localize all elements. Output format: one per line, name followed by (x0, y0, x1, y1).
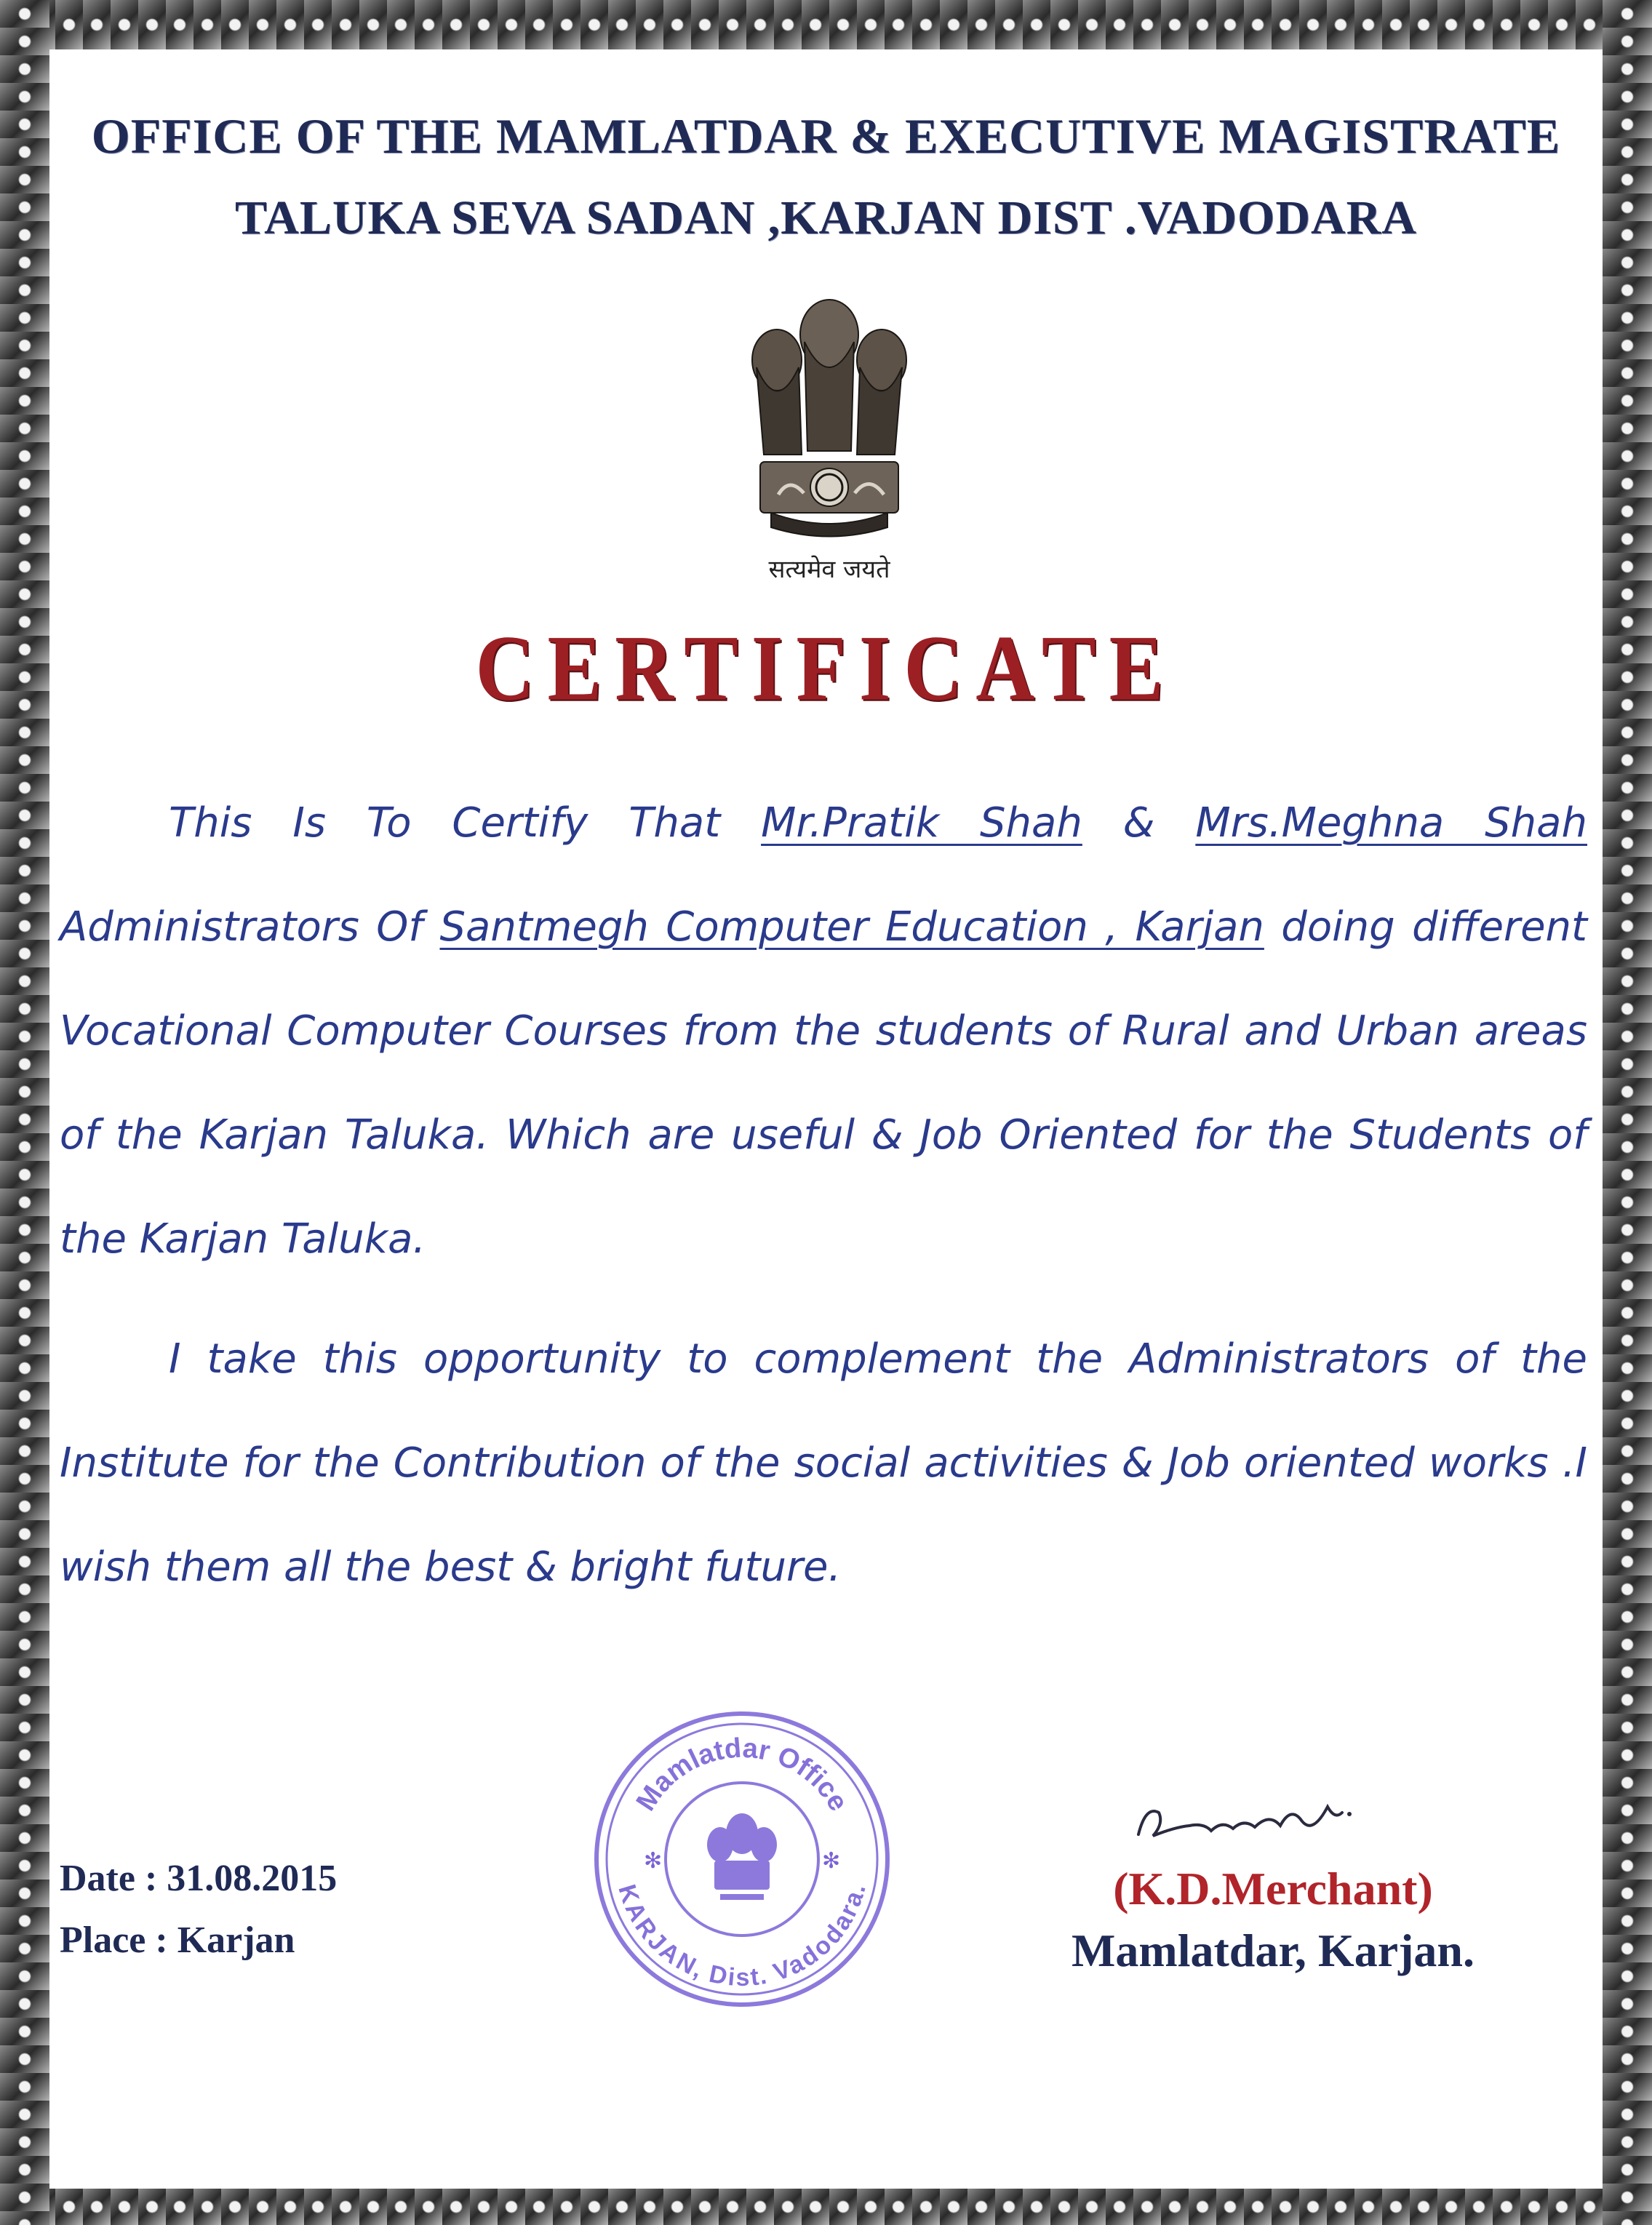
stamp-top-text: Mamlatdar Office (630, 1733, 854, 1817)
stamp-star-left-icon: ✻ (644, 1848, 663, 1874)
office-heading: OFFICE OF THE MAMLATDAR & EXECUTIVE MAGISTRATE (91, 108, 1561, 164)
certificate-paragraph-1 (60, 771, 1587, 1291)
p1-intro: This Is To Certify That (169, 799, 762, 847)
certificate-paragraph-2: I take this opportunity to complement the Administrators of the Institute for the Contribution of the social activities & Job oriented works .I wish them all the best & bright future. (60, 1335, 1587, 1591)
stamp-star-right-icon: ✻ (822, 1848, 841, 1874)
signer-designation: Mamlatdar, Karjan. (1071, 1925, 1475, 1976)
office-address: TALUKA SEVA SADAN ,KARJAN DIST .VADODARA (235, 191, 1417, 244)
recipient-name-2: Mrs.Meghna Shah (1195, 799, 1587, 847)
signature-icon (1124, 1791, 1357, 1856)
institute-name: Santmegh Computer Education , Karjan (439, 903, 1264, 951)
state-emblem-icon (735, 284, 924, 546)
issue-place: Place : Karjan (60, 1920, 295, 1961)
border-right (1603, 0, 1652, 2225)
recipient-name-1: Mr.Pratik Shah (761, 799, 1082, 847)
issue-date: Date : 31.08.2015 (60, 1858, 338, 1899)
emblem-motto: सत्यमेव जयते (768, 555, 890, 584)
p1-rest: doing different Vocational Computer Courses from the students of Rural and Urban areas of the Karjan Taluka. Which are useful & Job Oriented for the Students of the Karjan Taluka. (60, 903, 1587, 1263)
signer-name: (K.D.Merchant) (1113, 1863, 1433, 1914)
stamp-emblem-icon (707, 1813, 777, 1900)
p1-and: & (1082, 799, 1196, 847)
certificate-title: CERTIFICATE (475, 616, 1177, 721)
border-left (0, 0, 49, 2225)
border-top (0, 0, 1652, 49)
office-stamp (589, 1706, 895, 2012)
stamp-bottom-text: KARJAN, Dist. Vadodara. (612, 1881, 871, 1992)
border-bottom (0, 2189, 1652, 2225)
p1-admin: Administrators Of (60, 903, 440, 951)
